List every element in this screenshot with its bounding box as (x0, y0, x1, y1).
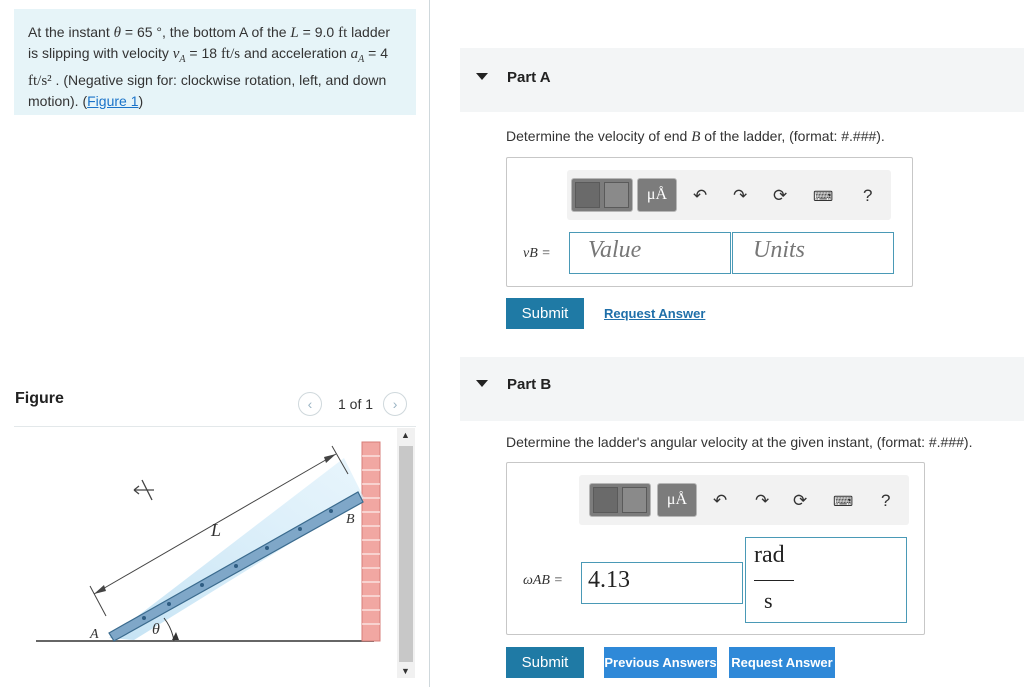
undo-icon[interactable]: ↶ (693, 186, 708, 205)
figure-scrollbar[interactable] (397, 428, 415, 678)
reset-icon[interactable]: ⟳ (773, 186, 788, 205)
unit-numerator: rad (754, 542, 785, 568)
template-icon[interactable] (571, 178, 633, 212)
part-b-submit-button[interactable]: Submit (506, 647, 584, 678)
scroll-thumb[interactable] (399, 446, 413, 662)
label-B: B (346, 512, 355, 527)
velocity-symbol: v (172, 46, 180, 62)
problem-text: and acceleration (240, 45, 351, 61)
label-theta: θ (152, 621, 160, 638)
collapse-triangle-icon[interactable] (476, 73, 488, 80)
template-icon[interactable] (589, 483, 651, 517)
label-L: L (211, 520, 222, 540)
redo-icon[interactable]: ↷ (733, 186, 748, 205)
redo-icon[interactable]: ↷ (755, 491, 770, 510)
help-icon[interactable]: ? (863, 186, 873, 205)
part-b-answer-box (506, 462, 925, 635)
problem-text: = 9.0 (298, 24, 339, 40)
help-icon[interactable]: ? (881, 491, 891, 510)
units-placeholder: Units (753, 237, 806, 263)
chevron-right-icon[interactable]: › (383, 392, 407, 416)
part-a-submit-button[interactable]: Submit (506, 298, 584, 329)
chevron-left-icon[interactable]: ‹ (298, 392, 322, 416)
units-symbol-button[interactable]: μÅ (657, 483, 697, 517)
question-var: B (691, 129, 701, 145)
part-b-request-answer-button[interactable]: Request Answer (729, 647, 835, 678)
figure-title: Figure (15, 390, 64, 407)
unit-ftps2: ft/s² (28, 72, 52, 89)
accel-symbol: a (350, 46, 359, 62)
left-pane (0, 0, 430, 687)
math-toolbar (567, 170, 891, 220)
part-a-question (506, 128, 885, 146)
part-b-question: Determine the ladder's angular velocity at the given instant, (format: #.###). (506, 434, 973, 450)
units-input[interactable] (732, 232, 894, 274)
value-input[interactable]: 4.13 (581, 562, 743, 604)
collapse-triangle-icon[interactable] (476, 380, 488, 387)
problem-text: ) (138, 92, 144, 109)
problem-text: = 4 (364, 45, 388, 61)
part-b-label: Part B (507, 376, 552, 393)
part-a-answer-box (506, 157, 913, 287)
units-input[interactable] (745, 537, 907, 623)
problem-text: At the instant (28, 24, 114, 40)
velocity-subscript: A (179, 53, 186, 65)
accel-subscript: A (358, 53, 365, 65)
fraction-bar (754, 580, 794, 581)
value-placeholder: Value (588, 237, 642, 263)
ladder-figure (14, 428, 394, 678)
units-symbol-button[interactable]: μÅ (637, 178, 677, 212)
var-label-omega: ωAB = (523, 573, 563, 588)
var-label-vb: vB = (523, 246, 551, 261)
brick-wall (362, 442, 380, 641)
scroll-down-icon[interactable]: ▼ (401, 666, 410, 676)
label-A: A (90, 627, 99, 642)
figure-link[interactable]: Figure 1 (87, 92, 139, 109)
divider (14, 426, 416, 427)
question-text: Determine the velocity of end (506, 128, 692, 144)
part-a-label: Part A (507, 69, 551, 86)
theta-symbol: θ (113, 25, 121, 41)
axes-symbol (134, 480, 154, 500)
unit-ft: ft (338, 25, 348, 41)
pager-label: 1 of 1 (338, 396, 374, 412)
part-b-header[interactable] (460, 357, 1024, 421)
question-text: of the ladder, (format: #.###). (700, 128, 885, 144)
reset-icon[interactable]: ⟳ (793, 491, 808, 510)
part-a-request-answer-link[interactable]: Request Answer (604, 306, 706, 321)
keyboard-icon[interactable]: ⌨ (813, 188, 834, 204)
undo-icon[interactable]: ↶ (713, 491, 728, 510)
problem-text: = 18 (185, 45, 221, 61)
math-toolbar (579, 475, 909, 525)
value-input[interactable] (569, 232, 731, 274)
length-symbol: L (290, 25, 299, 41)
right-pane (431, 0, 1024, 687)
figure-pager (298, 392, 407, 416)
previous-answers-button[interactable]: Previous Answers (604, 647, 717, 678)
problem-text: = 65 °, the bottom A of the (120, 24, 291, 40)
scroll-up-icon[interactable]: ▲ (401, 430, 410, 440)
unit-ftps: ft/s (220, 46, 241, 62)
keyboard-icon[interactable]: ⌨ (833, 493, 854, 509)
unit-denominator: s (764, 588, 773, 613)
problem-text: ladder is slipping with velocity (28, 24, 391, 61)
problem-statement (14, 9, 416, 115)
problem-text: . (Negative sign for: clockwise rotation, left, and down motion). ( (28, 71, 387, 109)
part-a-header[interactable] (460, 48, 1024, 112)
